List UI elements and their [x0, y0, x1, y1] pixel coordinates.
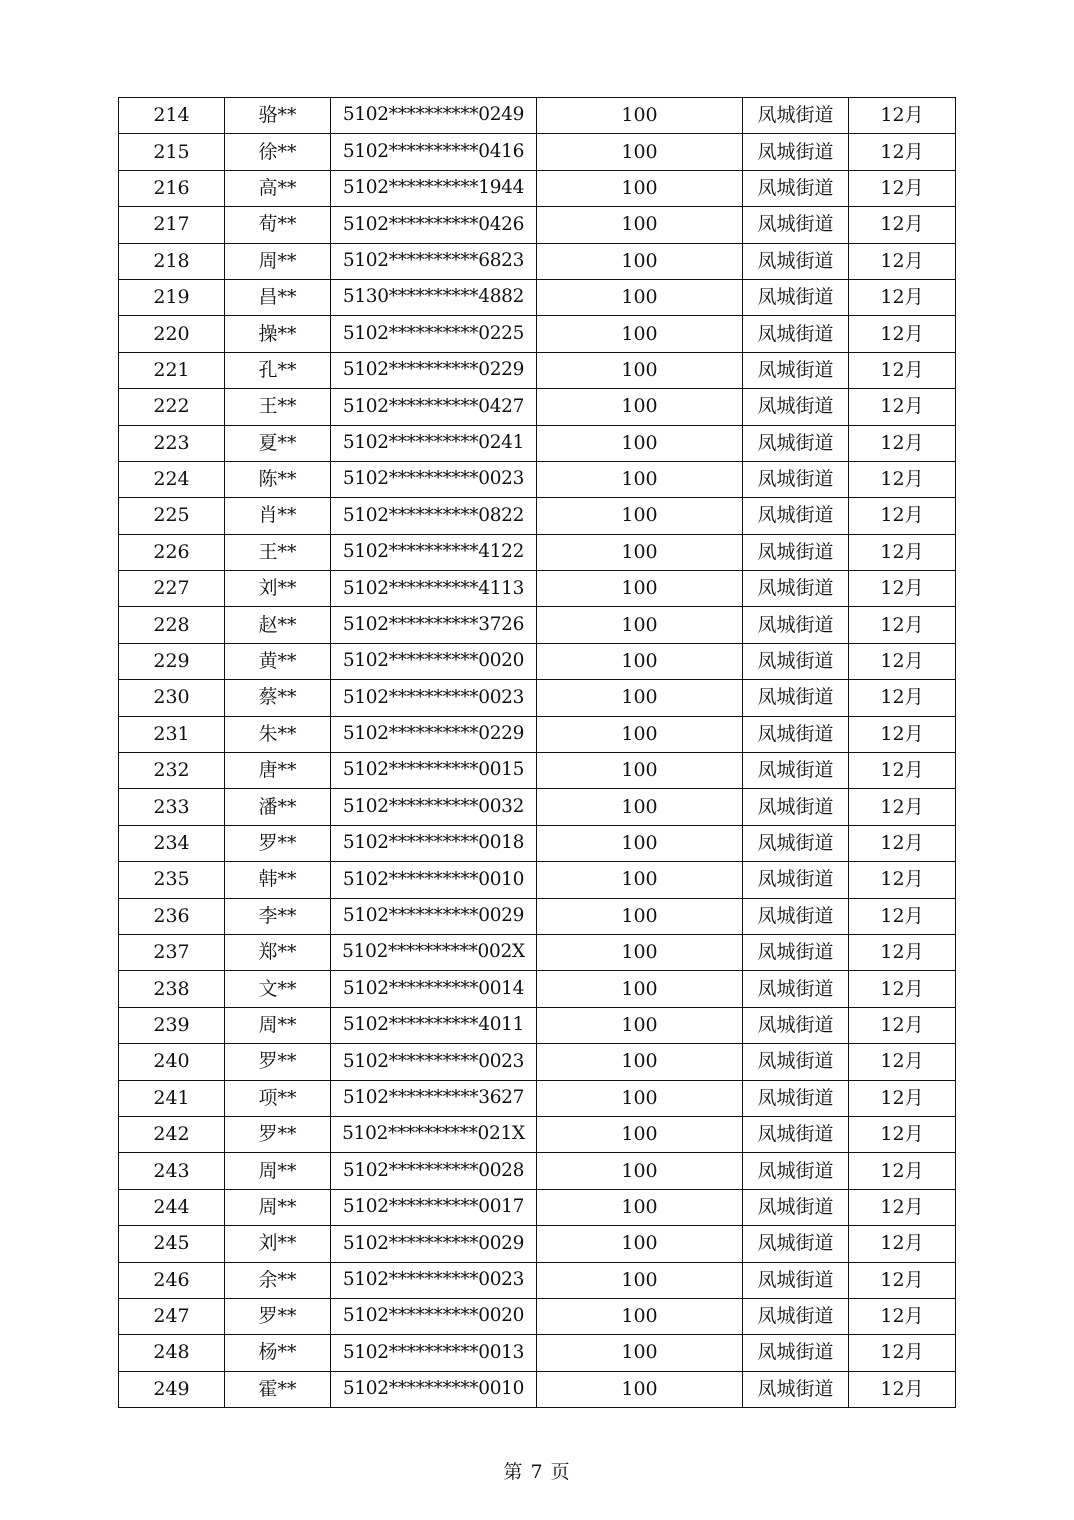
id-number-cell: 5102**********0023	[331, 1262, 537, 1298]
table-row	[119, 825, 956, 861]
amount-cell: 100	[537, 1335, 743, 1371]
table-row	[119, 352, 956, 388]
amount-cell: 100	[537, 1298, 743, 1334]
amount-cell: 100	[537, 643, 743, 679]
id-number-cell: 5102**********0822	[331, 498, 537, 534]
amount-cell: 100	[537, 389, 743, 425]
street-cell: 凤城街道	[743, 352, 849, 388]
month-cell: 12月	[849, 1116, 956, 1152]
id-number-cell: 5102**********021X	[331, 1116, 537, 1152]
row-number-cell: 218	[119, 243, 225, 279]
id-number-cell: 5102**********0229	[331, 352, 537, 388]
amount-cell: 100	[537, 789, 743, 825]
street-cell: 凤城街道	[743, 1298, 849, 1334]
name-cell: 周**	[225, 1007, 331, 1043]
name-cell: 刘**	[225, 1226, 331, 1262]
month-cell: 12月	[849, 643, 956, 679]
street-cell: 凤城街道	[743, 789, 849, 825]
row-number-cell: 230	[119, 680, 225, 716]
table-row	[119, 1262, 956, 1298]
street-cell: 凤城街道	[743, 1007, 849, 1043]
id-number-cell: 5102**********0032	[331, 789, 537, 825]
amount-cell: 100	[537, 571, 743, 607]
street-cell: 凤城街道	[743, 1371, 849, 1407]
amount-cell: 100	[537, 425, 743, 461]
row-number-cell: 231	[119, 716, 225, 752]
name-cell: 高**	[225, 170, 331, 206]
amount-cell: 100	[537, 1262, 743, 1298]
amount-cell: 100	[537, 1371, 743, 1407]
table-row	[119, 571, 956, 607]
amount-cell: 100	[537, 607, 743, 643]
name-cell: 韩**	[225, 862, 331, 898]
id-number-cell: 5102**********0029	[331, 1226, 537, 1262]
name-cell: 罗**	[225, 1298, 331, 1334]
data-table	[118, 97, 956, 1408]
name-cell: 唐**	[225, 753, 331, 789]
row-number-cell: 238	[119, 971, 225, 1007]
amount-cell: 100	[537, 498, 743, 534]
id-number-cell: 5102**********0020	[331, 643, 537, 679]
street-cell: 凤城街道	[743, 207, 849, 243]
row-number-cell: 217	[119, 207, 225, 243]
table-row	[119, 607, 956, 643]
row-number-cell: 242	[119, 1116, 225, 1152]
id-number-cell: 5102**********0018	[331, 825, 537, 861]
table-row	[119, 643, 956, 679]
street-cell: 凤城街道	[743, 825, 849, 861]
street-cell: 凤城街道	[743, 279, 849, 315]
id-number-cell: 5102**********0010	[331, 1371, 537, 1407]
table-row	[119, 1189, 956, 1225]
row-number-cell: 232	[119, 753, 225, 789]
name-cell: 罗**	[225, 825, 331, 861]
name-cell: 朱**	[225, 716, 331, 752]
street-cell: 凤城街道	[743, 316, 849, 352]
month-cell: 12月	[849, 170, 956, 206]
table-row	[119, 461, 956, 497]
name-cell: 罗**	[225, 1044, 331, 1080]
row-number-cell: 237	[119, 934, 225, 970]
table-row	[119, 243, 956, 279]
name-cell: 荀**	[225, 207, 331, 243]
table-row	[119, 279, 956, 315]
id-number-cell: 5102**********4011	[331, 1007, 537, 1043]
id-number-cell: 5102**********0014	[331, 971, 537, 1007]
amount-cell: 100	[537, 1226, 743, 1262]
month-cell: 12月	[849, 534, 956, 570]
id-number-cell: 5102**********0023	[331, 680, 537, 716]
street-cell: 凤城街道	[743, 134, 849, 170]
row-number-cell: 223	[119, 425, 225, 461]
table-row	[119, 498, 956, 534]
month-cell: 12月	[849, 279, 956, 315]
id-number-cell: 5102**********0015	[331, 753, 537, 789]
table-row	[119, 207, 956, 243]
id-number-cell: 5102**********0229	[331, 716, 537, 752]
row-number-cell: 249	[119, 1371, 225, 1407]
month-cell: 12月	[849, 607, 956, 643]
row-number-cell: 215	[119, 134, 225, 170]
table-row	[119, 934, 956, 970]
table-row	[119, 1116, 956, 1152]
table-row	[119, 789, 956, 825]
street-cell: 凤城街道	[743, 898, 849, 934]
id-number-cell: 5102**********6823	[331, 243, 537, 279]
id-number-cell: 5102**********1944	[331, 170, 537, 206]
amount-cell: 100	[537, 825, 743, 861]
table-row	[119, 1226, 956, 1262]
month-cell: 12月	[849, 716, 956, 752]
row-number-cell: 239	[119, 1007, 225, 1043]
table-row	[119, 1080, 956, 1116]
month-cell: 12月	[849, 680, 956, 716]
street-cell: 凤城街道	[743, 1262, 849, 1298]
table-row	[119, 389, 956, 425]
table-row	[119, 1044, 956, 1080]
table-row	[119, 98, 956, 134]
id-number-cell: 5102**********0023	[331, 1044, 537, 1080]
month-cell: 12月	[849, 207, 956, 243]
row-number-cell: 244	[119, 1189, 225, 1225]
table-row	[119, 1298, 956, 1334]
name-cell: 蔡**	[225, 680, 331, 716]
month-cell: 12月	[849, 134, 956, 170]
row-number-cell: 241	[119, 1080, 225, 1116]
id-number-cell: 5102**********0426	[331, 207, 537, 243]
month-cell: 12月	[849, 316, 956, 352]
amount-cell: 100	[537, 971, 743, 1007]
street-cell: 凤城街道	[743, 934, 849, 970]
name-cell: 操**	[225, 316, 331, 352]
row-number-cell: 228	[119, 607, 225, 643]
name-cell: 夏**	[225, 425, 331, 461]
id-number-cell: 5130**********4882	[331, 279, 537, 315]
row-number-cell: 248	[119, 1335, 225, 1371]
street-cell: 凤城街道	[743, 98, 849, 134]
row-number-cell: 229	[119, 643, 225, 679]
name-cell: 赵**	[225, 607, 331, 643]
month-cell: 12月	[849, 571, 956, 607]
amount-cell: 100	[537, 753, 743, 789]
street-cell: 凤城街道	[743, 1044, 849, 1080]
row-number-cell: 243	[119, 1153, 225, 1189]
amount-cell: 100	[537, 279, 743, 315]
table-row	[119, 1007, 956, 1043]
row-number-cell: 214	[119, 98, 225, 134]
street-cell: 凤城街道	[743, 1080, 849, 1116]
street-cell: 凤城街道	[743, 1116, 849, 1152]
id-number-cell: 5102**********0029	[331, 898, 537, 934]
id-number-cell: 5102**********0013	[331, 1335, 537, 1371]
name-cell: 周**	[225, 1153, 331, 1189]
row-number-cell: 224	[119, 461, 225, 497]
table-row	[119, 971, 956, 1007]
amount-cell: 100	[537, 680, 743, 716]
street-cell: 凤城街道	[743, 716, 849, 752]
name-cell: 周**	[225, 1189, 331, 1225]
month-cell: 12月	[849, 898, 956, 934]
row-number-cell: 221	[119, 352, 225, 388]
id-number-cell: 5102**********3726	[331, 607, 537, 643]
amount-cell: 100	[537, 1153, 743, 1189]
row-number-cell: 227	[119, 571, 225, 607]
street-cell: 凤城街道	[743, 243, 849, 279]
amount-cell: 100	[537, 534, 743, 570]
month-cell: 12月	[849, 1189, 956, 1225]
month-cell: 12月	[849, 1371, 956, 1407]
name-cell: 霍**	[225, 1371, 331, 1407]
month-cell: 12月	[849, 862, 956, 898]
row-number-cell: 233	[119, 789, 225, 825]
street-cell: 凤城街道	[743, 862, 849, 898]
month-cell: 12月	[849, 1298, 956, 1334]
month-cell: 12月	[849, 789, 956, 825]
amount-cell: 100	[537, 898, 743, 934]
table-row	[119, 1153, 956, 1189]
month-cell: 12月	[849, 1153, 956, 1189]
row-number-cell: 245	[119, 1226, 225, 1262]
name-cell: 陈**	[225, 461, 331, 497]
name-cell: 昌**	[225, 279, 331, 315]
id-number-cell: 5102**********4122	[331, 534, 537, 570]
id-number-cell: 5102**********0017	[331, 1189, 537, 1225]
table-row	[119, 1335, 956, 1371]
month-cell: 12月	[849, 753, 956, 789]
id-number-cell: 5102**********0427	[331, 389, 537, 425]
amount-cell: 100	[537, 170, 743, 206]
id-number-cell: 5102**********0010	[331, 862, 537, 898]
row-number-cell: 216	[119, 170, 225, 206]
table-row	[119, 716, 956, 752]
month-cell: 12月	[849, 389, 956, 425]
street-cell: 凤城街道	[743, 571, 849, 607]
table-row	[119, 680, 956, 716]
street-cell: 凤城街道	[743, 389, 849, 425]
month-cell: 12月	[849, 971, 956, 1007]
amount-cell: 100	[537, 243, 743, 279]
street-cell: 凤城街道	[743, 534, 849, 570]
month-cell: 12月	[849, 352, 956, 388]
street-cell: 凤城街道	[743, 1153, 849, 1189]
id-number-cell: 5102**********3627	[331, 1080, 537, 1116]
table-row	[119, 1371, 956, 1407]
month-cell: 12月	[849, 461, 956, 497]
street-cell: 凤城街道	[743, 643, 849, 679]
amount-cell: 100	[537, 207, 743, 243]
table-row	[119, 534, 956, 570]
amount-cell: 100	[537, 98, 743, 134]
name-cell: 王**	[225, 389, 331, 425]
name-cell: 项**	[225, 1080, 331, 1116]
table-row	[119, 134, 956, 170]
row-number-cell: 225	[119, 498, 225, 534]
table-body	[119, 98, 956, 1408]
street-cell: 凤城街道	[743, 1226, 849, 1262]
table-row	[119, 316, 956, 352]
amount-cell: 100	[537, 934, 743, 970]
row-number-cell: 222	[119, 389, 225, 425]
street-cell: 凤城街道	[743, 971, 849, 1007]
month-cell: 12月	[849, 1335, 956, 1371]
month-cell: 12月	[849, 934, 956, 970]
name-cell: 杨**	[225, 1335, 331, 1371]
id-number-cell: 5102**********0241	[331, 425, 537, 461]
amount-cell: 100	[537, 862, 743, 898]
table-row	[119, 898, 956, 934]
month-cell: 12月	[849, 1044, 956, 1080]
id-number-cell: 5102**********0249	[331, 98, 537, 134]
name-cell: 郑**	[225, 934, 331, 970]
name-cell: 骆**	[225, 98, 331, 134]
name-cell: 黄**	[225, 643, 331, 679]
amount-cell: 100	[537, 1007, 743, 1043]
name-cell: 周**	[225, 243, 331, 279]
name-cell: 肖**	[225, 498, 331, 534]
month-cell: 12月	[849, 498, 956, 534]
month-cell: 12月	[849, 1007, 956, 1043]
street-cell: 凤城街道	[743, 498, 849, 534]
street-cell: 凤城街道	[743, 753, 849, 789]
table-row	[119, 425, 956, 461]
id-number-cell: 5102**********4113	[331, 571, 537, 607]
table-row	[119, 862, 956, 898]
id-number-cell: 5102**********0023	[331, 461, 537, 497]
id-number-cell: 5102**********002X	[331, 934, 537, 970]
month-cell: 12月	[849, 1080, 956, 1116]
name-cell: 罗**	[225, 1116, 331, 1152]
month-cell: 12月	[849, 1226, 956, 1262]
amount-cell: 100	[537, 716, 743, 752]
name-cell: 潘**	[225, 789, 331, 825]
table-row	[119, 753, 956, 789]
id-number-cell: 5102**********0225	[331, 316, 537, 352]
month-cell: 12月	[849, 98, 956, 134]
page-number: 第 7 页	[503, 1461, 571, 1483]
name-cell: 李**	[225, 898, 331, 934]
row-number-cell: 219	[119, 279, 225, 315]
name-cell: 刘**	[225, 571, 331, 607]
row-number-cell: 240	[119, 1044, 225, 1080]
row-number-cell: 247	[119, 1298, 225, 1334]
street-cell: 凤城街道	[743, 461, 849, 497]
street-cell: 凤城街道	[743, 680, 849, 716]
id-number-cell: 5102**********0020	[331, 1298, 537, 1334]
row-number-cell: 246	[119, 1262, 225, 1298]
street-cell: 凤城街道	[743, 170, 849, 206]
name-cell: 余**	[225, 1262, 331, 1298]
street-cell: 凤城街道	[743, 607, 849, 643]
name-cell: 徐**	[225, 134, 331, 170]
amount-cell: 100	[537, 1080, 743, 1116]
amount-cell: 100	[537, 461, 743, 497]
id-number-cell: 5102**********0416	[331, 134, 537, 170]
id-number-cell: 5102**********0028	[331, 1153, 537, 1189]
amount-cell: 100	[537, 1189, 743, 1225]
name-cell: 孔**	[225, 352, 331, 388]
row-number-cell: 226	[119, 534, 225, 570]
month-cell: 12月	[849, 425, 956, 461]
name-cell: 王**	[225, 534, 331, 570]
street-cell: 凤城街道	[743, 1189, 849, 1225]
amount-cell: 100	[537, 352, 743, 388]
month-cell: 12月	[849, 1262, 956, 1298]
month-cell: 12月	[849, 243, 956, 279]
amount-cell: 100	[537, 134, 743, 170]
street-cell: 凤城街道	[743, 1335, 849, 1371]
row-number-cell: 235	[119, 862, 225, 898]
amount-cell: 100	[537, 1116, 743, 1152]
table-row	[119, 170, 956, 206]
street-cell: 凤城街道	[743, 425, 849, 461]
row-number-cell: 234	[119, 825, 225, 861]
amount-cell: 100	[537, 1044, 743, 1080]
row-number-cell: 220	[119, 316, 225, 352]
amount-cell: 100	[537, 316, 743, 352]
month-cell: 12月	[849, 825, 956, 861]
name-cell: 文**	[225, 971, 331, 1007]
row-number-cell: 236	[119, 898, 225, 934]
